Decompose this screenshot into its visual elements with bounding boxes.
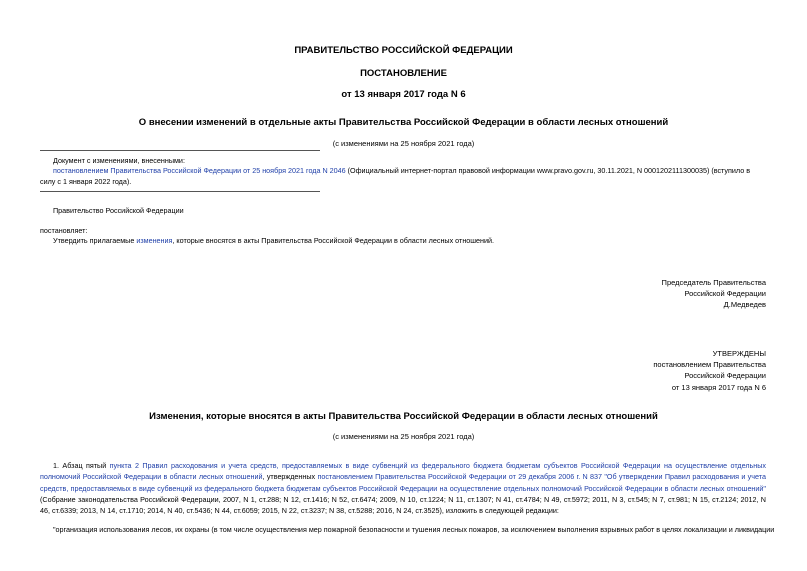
- top-divider: [40, 150, 320, 151]
- signature-country: Российской Федерации: [684, 289, 766, 299]
- amendment-link[interactable]: постановлением Правительства Российской Федерации от 25 ноября 2021 года N 2046: [53, 166, 346, 175]
- document-type: ПОСТАНОВЛЕНИЕ: [360, 68, 447, 79]
- approved-date: от 13 января 2017 года N 6: [671, 382, 766, 392]
- government-name: ПРАВИТЕЛЬСТВО РОССИЙСКОЙ ФЕДЕРАЦИИ: [294, 45, 513, 56]
- signature-title: Председатель Правительства: [661, 278, 766, 287]
- approved-heading: УТВЕРЖДЕНЫ: [712, 349, 766, 358]
- approved-by: постановлением Правительства: [653, 360, 766, 370]
- document-date-number: от 13 января 2017 года N 6: [341, 89, 466, 100]
- approved-country: Российской Федерации: [684, 371, 766, 381]
- issuer: Правительство Российской Федерации: [53, 206, 184, 215]
- bottom-divider: [40, 191, 320, 192]
- signature-block: [662, 277, 766, 311]
- changes-revision-note: (с изменениями на 25 ноября 2021 года): [332, 432, 475, 441]
- document-title: О внесении изменений в отдельные акты Правительства Российской Федерации в области лесных отношений: [138, 117, 669, 128]
- approved-block: [653, 348, 766, 393]
- amendments-effective: силу с 1 января 2022 года).: [40, 177, 132, 186]
- changes-paragraph-2: "организация использования лесов, их охраны (в том числе осуществления мер пожарной безопасности и тушения лесных пожаров, за исключением выполнения взрывных работ в целях локализации и ликвидации: [53, 525, 775, 534]
- resolution-837-link[interactable]: постановлением Правительства Российской Федерации от 29 декабря 2006 г. N 837 "Об утверждении Правил расходования и учета средств, предоставляемых в виде субвенций из федерального бюджета бюджетам субъектов Российской Федерации на осуществление отдельных полномочий Российской Федерации в области лесных отношений": [40, 472, 766, 493]
- amendment-source: (Официальный интернет-портал правовой информации www.pravo.gov.ru, 30.11.2021, N 0001202111300035) (вступило в: [345, 166, 751, 175]
- decides-label: постановляет:: [40, 226, 88, 235]
- changes-paragraph-1: 1. Абзац пятый пункта 2 Правил расходования и учета средств, предоставляемых в виде субвенций из федерального бюджета бюджетам субъектов Российской Федерации на осуществление отдельных полномочий Российской Федерации в области лесных отношений, утвержденных постановлением Правительства Российской Федерации от 29 декабря 2006 г. N 837 "Об утверждении Правил расходования и учета средств, предоставляемых в виде субвенций из федерального бюджета бюджетам субъектов Российской Федерации на осуществление отдельных полномочий Российской Федерации в области лесных отношений" (Собрание законодательства Российской Федерации, 2007, N 1, ст.288; N 12, ст.1416; N 52, ст.6474; 2009, N 10, ст.1224; N 11, ст.1307; N 41, ст.4784; N 49, ст.5972; 2011, N 3, ст.545; N 7, ст.981; N 15, ст.2124; 2012, N 46, ст.6339; 2013, N 14, ст.1710; 2014, N 40, ст.5436; N 44, ст.6059; 2015, N 22, ст.3237; N 38, ст.5288; 2016, N 24, ст.3525), изложить в следующей редакции:: [40, 461, 766, 516]
- signature-name: Д.Медведев: [723, 300, 766, 310]
- changes-link[interactable]: изменения: [136, 236, 173, 245]
- amendments-line: [40, 166, 766, 175]
- rules-link[interactable]: пункта 2 Правил расходования и учета средств, предоставляемых в виде субвенций из федерального бюджета бюджетам субъектов Российской Федерации на осуществление отдельных полномочий Российской Федерации в области лесных отношений: [40, 461, 766, 482]
- amendments-intro: Документ с изменениями, внесенными:: [53, 156, 185, 165]
- revision-note: (с изменениями на 25 ноября 2021 года): [332, 139, 475, 148]
- changes-title: Изменения, которые вносятся в акты Правительства Российской Федерации в области лесных отношений: [149, 411, 658, 422]
- approve-sentence: Утвердить прилагаемые изменения, которые вносятся в акты Правительства Российской Федерации в области лесных отношений.: [53, 236, 495, 245]
